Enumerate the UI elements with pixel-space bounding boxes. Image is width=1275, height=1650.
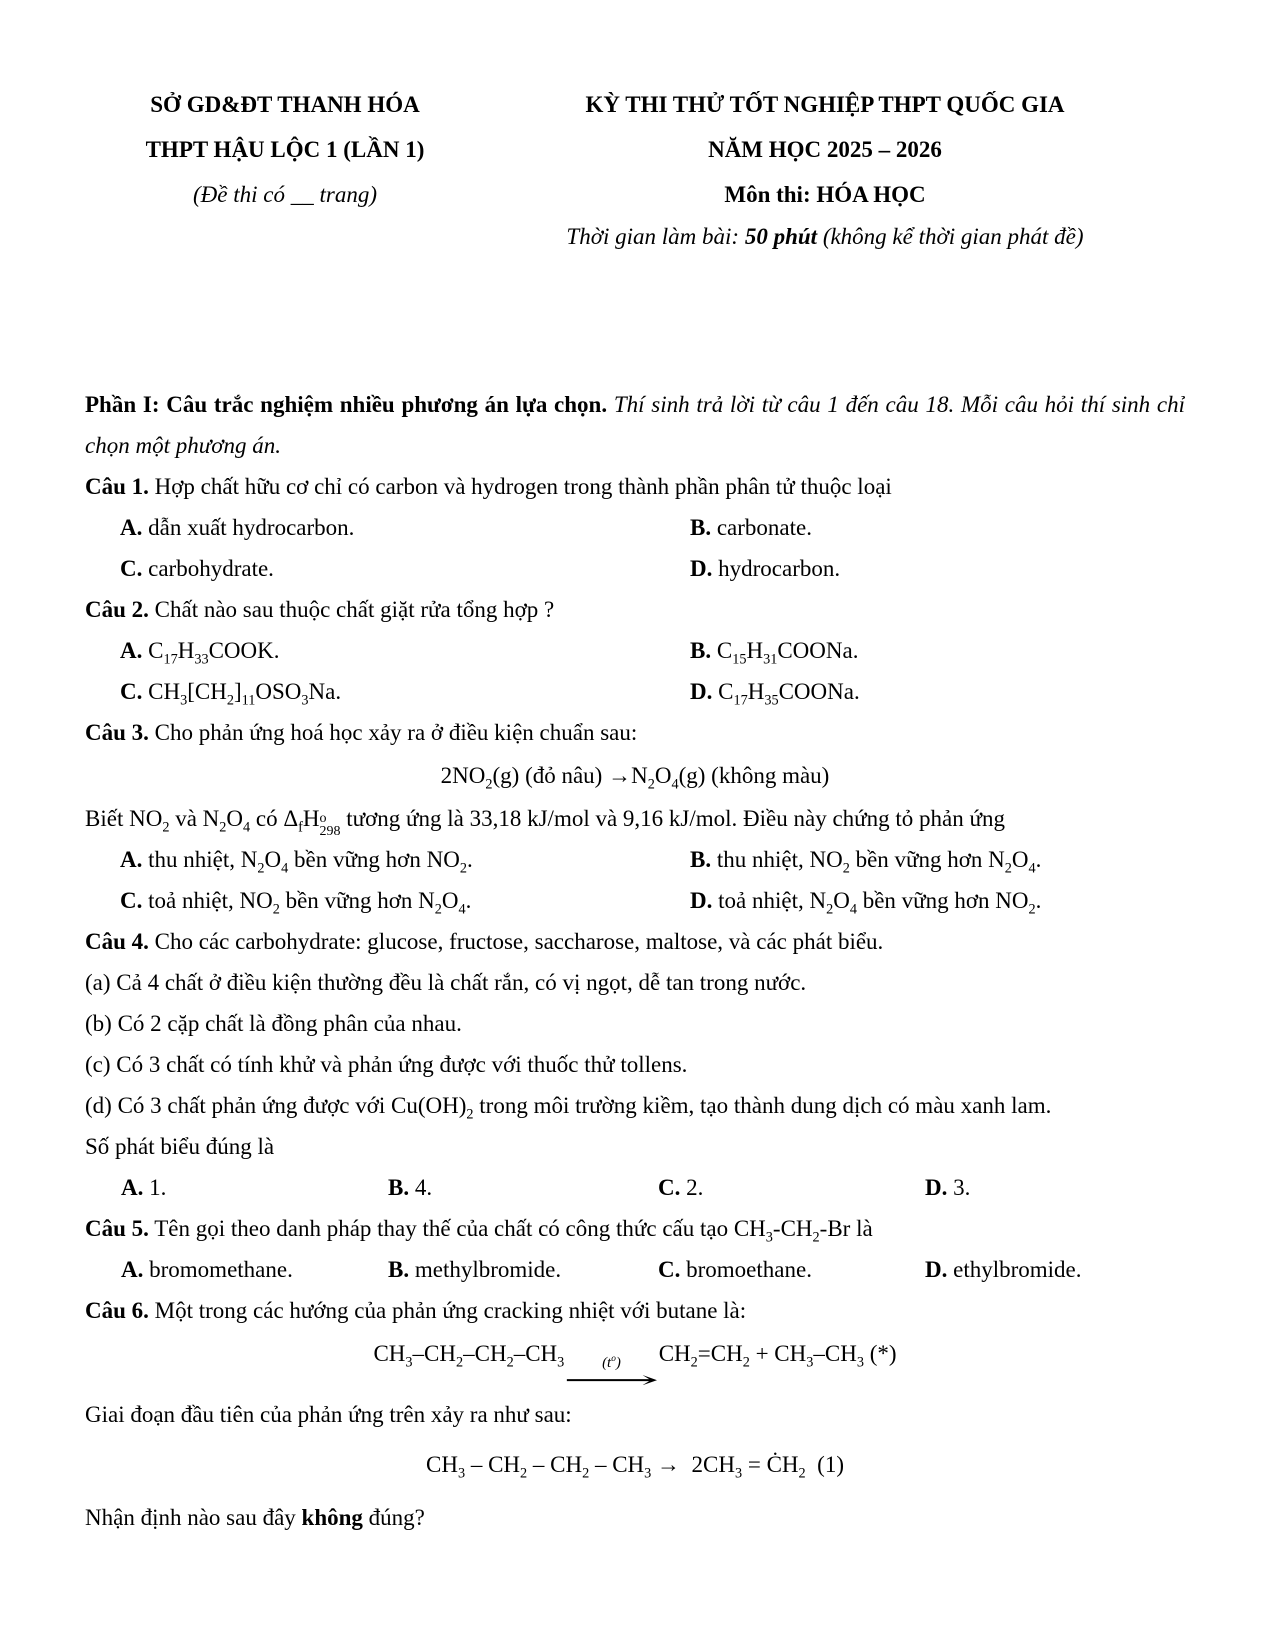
question-2-number: Câu 2. xyxy=(85,597,149,622)
question-4-statement-d: (d) Có 3 chất phản ứng được với $Cu(OH)_2$ trong môi trường kiềm, tạo thành dung dịch có màu xanh lam. xyxy=(85,1093,1052,1123)
part1-heading xyxy=(85,384,1185,466)
question-6-radical-equation: $CH_3 - CH_2 - CH_2 - CH_3 \to 2CH_3$ = $ĊH_2$ (1) xyxy=(425,1452,844,1482)
question-4 xyxy=(85,921,1185,962)
arrow-condition-label: $(t^o)$ xyxy=(602,1354,621,1371)
question-2-option-c: C. $CH_3[CH_2]_{11}OSO_3Na$. xyxy=(120,679,342,709)
part1-title: Phần I: Câu trắc nghiệm nhiều phương án lựa chọn. xyxy=(85,392,608,417)
question-1 xyxy=(85,466,1185,507)
question-2 xyxy=(85,589,1185,630)
question-1-option-d: D. hydrocarbon. xyxy=(690,556,841,581)
question-2-text: Chất nào sau thuộc chất giặt rửa tổng hợp ? xyxy=(154,597,555,622)
question-1-number: Câu 1. xyxy=(85,474,149,499)
question-2-option-d: D. $C_{17}H_{35}COONa$. xyxy=(690,679,860,709)
header-left-block xyxy=(85,82,485,257)
header-right-block xyxy=(495,82,1155,257)
pages-note: (Đề thi có __ trang) xyxy=(193,182,377,207)
question-1-options xyxy=(85,507,1185,589)
question-5-number: Câu 5. xyxy=(85,1216,149,1241)
question-3-option-b: B. thu nhiệt, $NO_2$ bền vững hơn $N_2O_4$. xyxy=(690,847,1042,877)
arrow-line: ⟶ xyxy=(563,1368,660,1394)
question-4-option-d: D. 3. xyxy=(925,1175,971,1200)
question-6 xyxy=(85,1290,1185,1331)
question-3-text: Cho phản ứng hoá học xảy ra ở điều kiện chuẩn sau: xyxy=(154,720,638,745)
question-3-equation: $2NO_2(g)$ (đỏ nâu) $\to N_2O_4(g)$ (không màu) xyxy=(440,763,830,793)
question-4-options xyxy=(85,1167,1185,1208)
question-2-options xyxy=(85,630,1185,712)
question-1-option-b: B. carbonate. xyxy=(690,515,812,540)
question-4-option-c: C. 2. xyxy=(658,1175,704,1200)
time-limit-line: Thời gian làm bài: 50 phút (không kể thời gian phát đề) xyxy=(566,224,1084,249)
question-5-option-d: D. ethylbromide. xyxy=(925,1257,1082,1282)
question-1-text: Hợp chất hữu cơ chỉ có carbon và hydrogen trong thành phần phân tử thuộc loại xyxy=(154,474,892,499)
question-3-option-d: D. toả nhiệt, $N_2O_4$ bền vững hơn $NO_2$. xyxy=(690,888,1042,918)
school-name: THPT HẬU LỘC 1 (LẦN 1) xyxy=(145,137,425,162)
document-header xyxy=(85,82,1185,257)
question-4-text: Cho các carbohydrate: glucose, fructose, saccharose, maltose, và các phát biểu. xyxy=(154,929,884,954)
question-5-text: Tên gọi theo danh pháp thay thế của chất có công thức cấu tạo $CH_3-CH_2-Br$ là xyxy=(154,1216,873,1246)
question-6-note: Giai đoạn đầu tiên của phản ứng trên xảy ra như sau: xyxy=(85,1402,572,1427)
question-3 xyxy=(85,712,1185,753)
question-5-option-c: C. bromoethane. xyxy=(658,1257,812,1282)
reaction-arrow xyxy=(563,1354,660,1394)
subject-line: Môn thi: HÓA HỌC xyxy=(724,182,926,207)
question-5-options xyxy=(85,1249,1185,1290)
question-5-option-a: A. bromomethane. xyxy=(121,1257,293,1282)
exam-title: KỲ THI THỬ TỐT NGHIỆP THPT QUỐC GIA xyxy=(585,92,1065,117)
question-4-statement-c: (c) Có 3 chất có tính khử và phản ứng được với thuốc thử tollens. xyxy=(85,1052,688,1077)
question-3-options xyxy=(85,839,1185,921)
question-1-option-c: C. carbohydrate. xyxy=(120,556,274,581)
question-3-option-a: A. thu nhiệt, $N_2O_4$ bền vững hơn $NO_2$. xyxy=(120,847,473,877)
question-6-cracking-equation xyxy=(85,1331,1185,1394)
question-4-number: Câu 4. xyxy=(85,929,149,954)
equation-lhs: $CH_3-CH_2-CH_2-CH_3$ xyxy=(373,1341,565,1371)
question-6-text: Một trong các hướng của phản ứng cracking nhiệt với butane là: xyxy=(154,1298,747,1323)
question-5 xyxy=(85,1208,1185,1249)
question-3-option-c: C. toả nhiệt, $NO_2$ bền vững hơn $N_2O_4$. xyxy=(120,888,472,918)
part1-instructions: Thí sinh trả lời từ câu 1 đến câu 18. Mỗi câu hỏi thí sinh chỉ chọn một phương án. xyxy=(85,392,1185,458)
equation-rhs: $CH_2=CH_2 + CH_3-CH_3$ (*) xyxy=(658,1341,897,1371)
school-year: NĂM HỌC 2025 – 2026 xyxy=(708,137,942,162)
question-2-option-a: A. $C_{17}H_{33}COOK$. xyxy=(120,638,280,668)
question-5-option-b: B. methylbromide. xyxy=(388,1257,562,1282)
question-2-option-b: B. $C_{15}H_{31}COONa$. xyxy=(690,638,859,668)
department-name: SỞ GD&ĐT THANH HÓA xyxy=(150,92,420,117)
question-4-statement-a: (a) Cả 4 chất ở điều kiện thường đều là chất rắn, có vị ngọt, dễ tan trong nước. xyxy=(85,970,807,995)
question-6-prompt: Nhận định nào sau đây không đúng? xyxy=(85,1505,425,1530)
question-3-note: Biết $NO_2$ và $N_2O_4$ có $\Delta_fH$ o 298 tương ứng là 33,18 kJ/mol và 9,16 kJ/mol. Điều này chứng tỏ phản ứng xyxy=(85,806,1005,839)
question-3-number: Câu 3. xyxy=(85,720,149,745)
question-6-number: Câu 6. xyxy=(85,1298,149,1323)
question-4-option-b: B. 4. xyxy=(388,1175,433,1200)
question-4-statement-b: (b) Có 2 cặp chất là đồng phân của nhau. xyxy=(85,1011,462,1036)
question-4-closing: Số phát biểu đúng là xyxy=(85,1134,275,1159)
question-4-option-a: A. 1. xyxy=(121,1175,167,1200)
question-1-option-a: A. dẫn xuất hydrocarbon. xyxy=(120,515,355,540)
